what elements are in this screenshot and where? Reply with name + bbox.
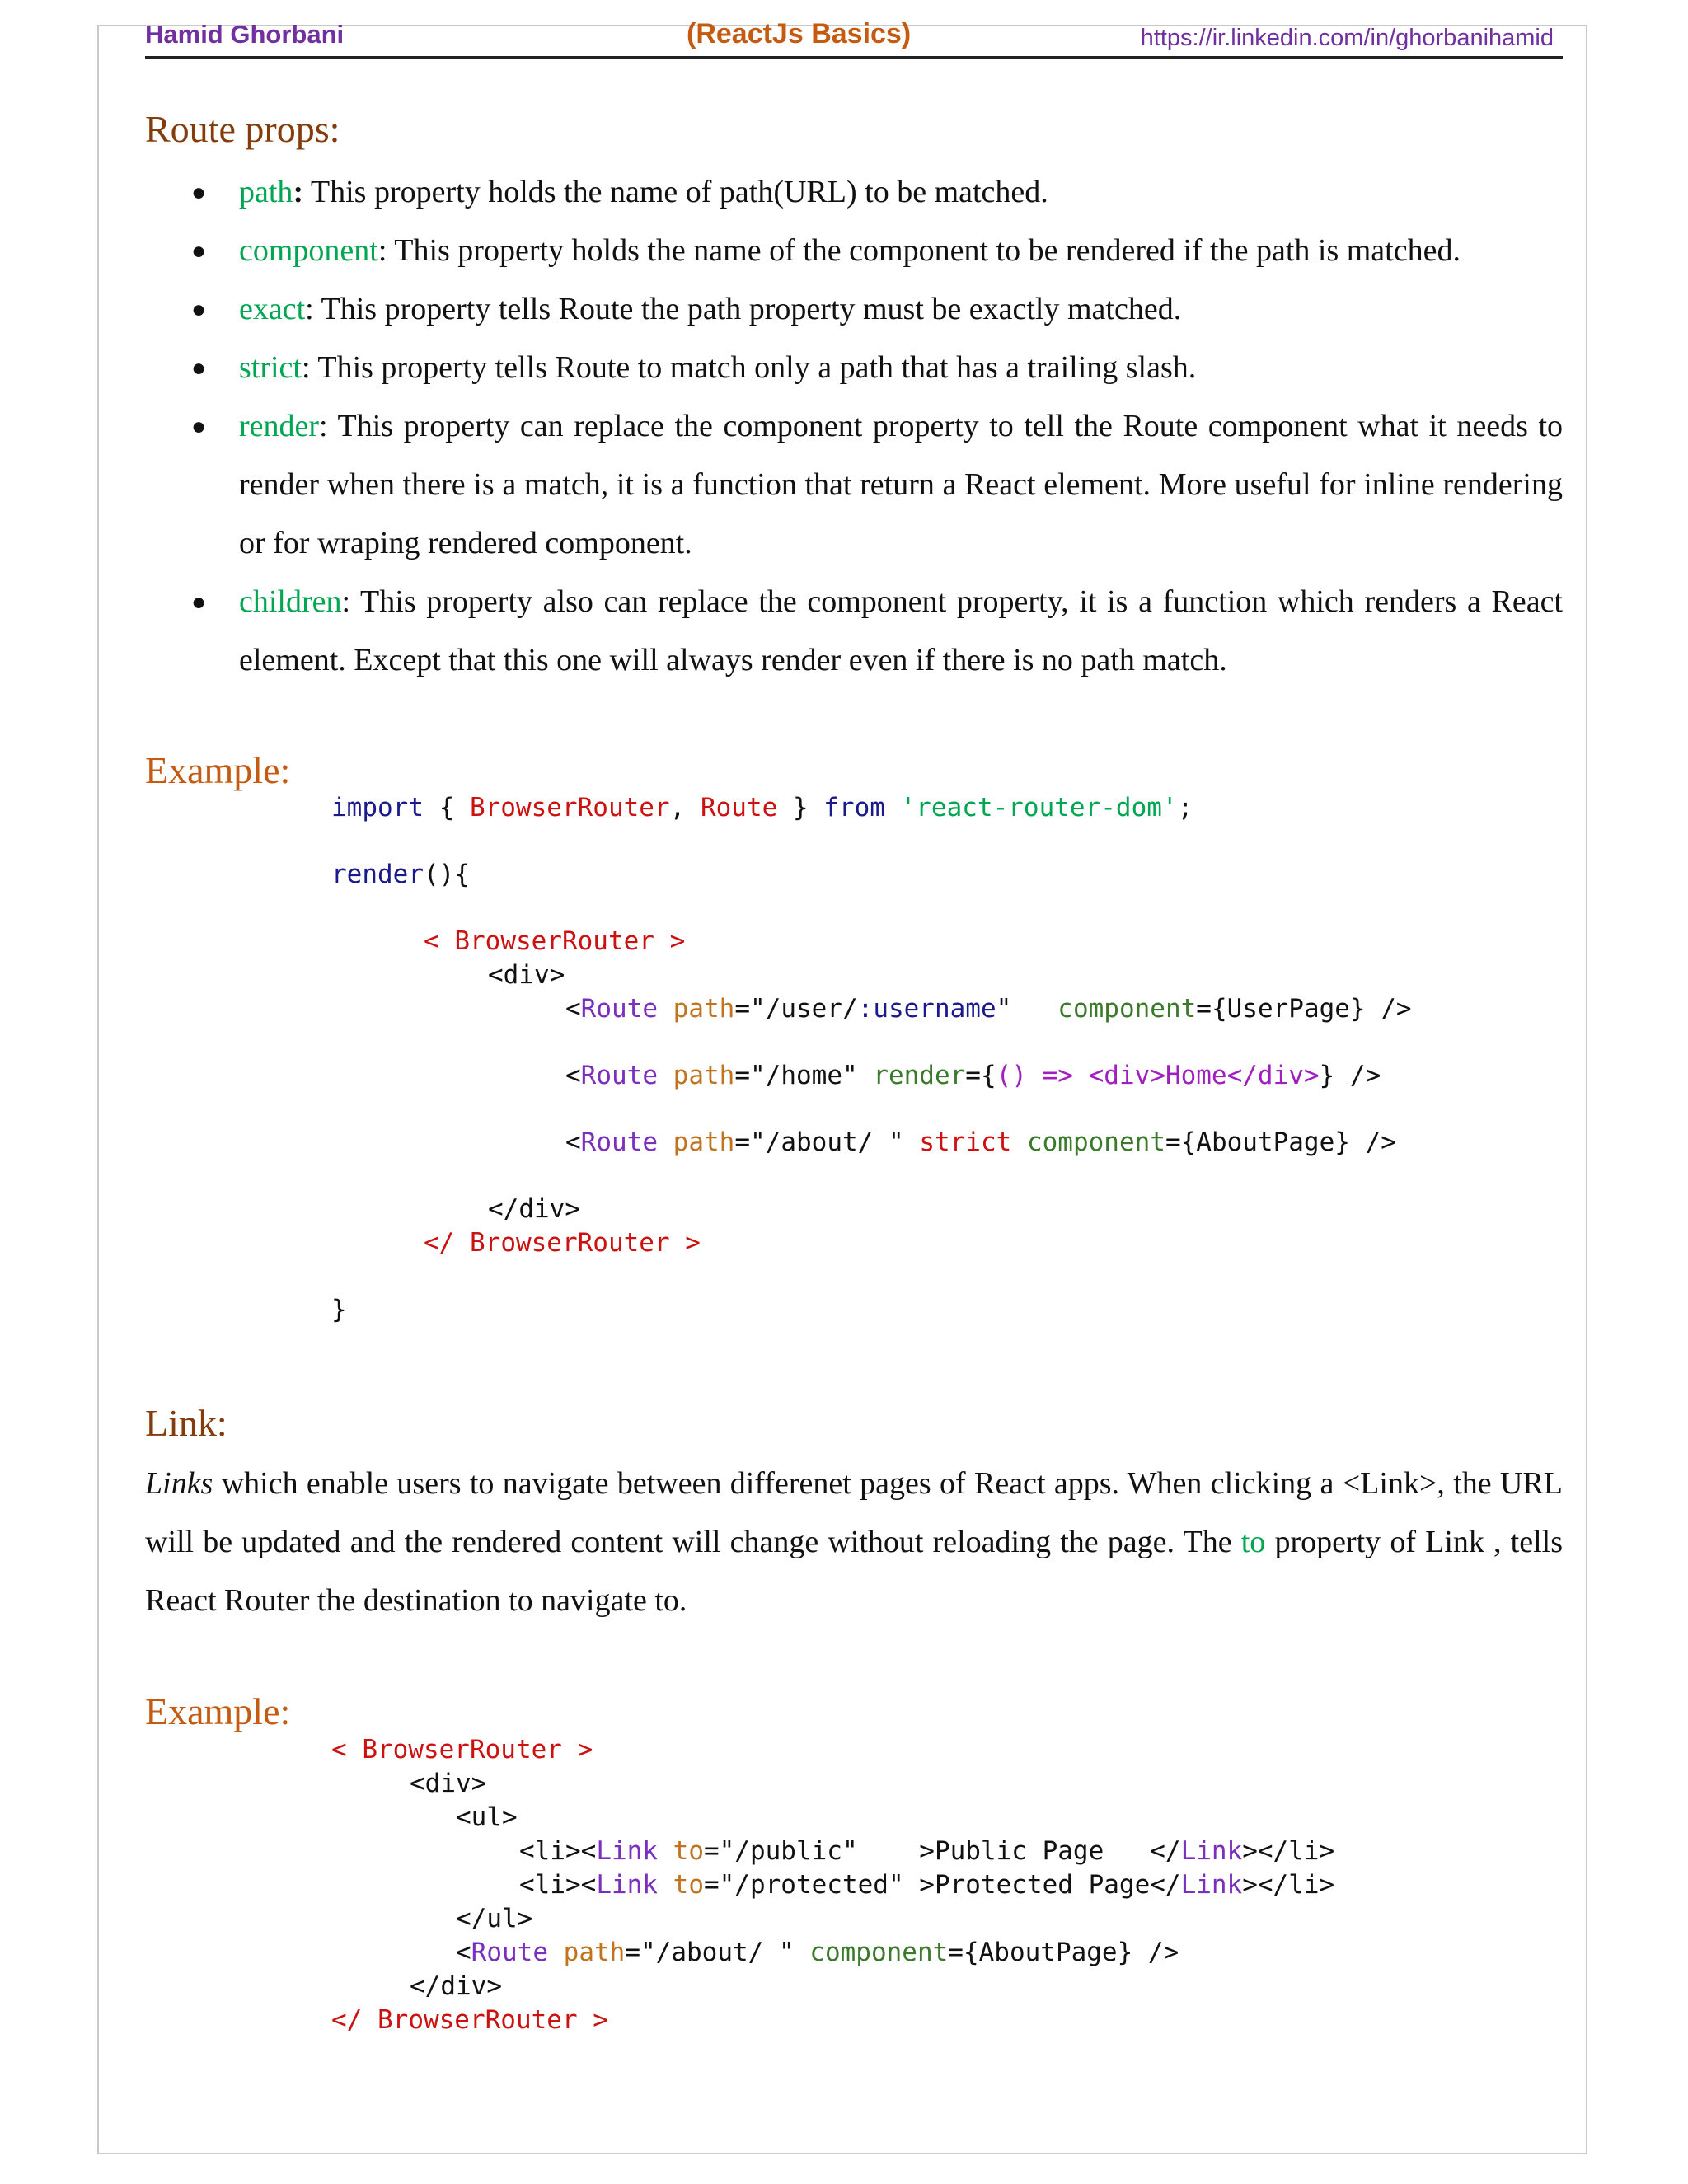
code-value: :username: [857, 994, 996, 1024]
header-rule: [145, 56, 1563, 59]
code-value: ={AboutPage} />: [1165, 1127, 1396, 1157]
code-attr: path: [673, 1127, 735, 1157]
prop-sep: :: [319, 409, 328, 443]
list-item: [145, 163, 1563, 222]
code-line-div-close: </div>: [488, 1194, 580, 1224]
code-line-div-close: </div>: [410, 1971, 502, 2001]
code-punct: <: [565, 994, 581, 1024]
route-props-list: [145, 163, 1563, 690]
code-arrow: () =>: [996, 1061, 1073, 1090]
code-value: ={UserPage} />: [1196, 994, 1412, 1024]
prop-sep: :: [293, 175, 304, 209]
code-attr: path: [673, 1061, 735, 1090]
list-item: [145, 573, 1563, 690]
prop-sep: :: [301, 350, 311, 385]
bullet-icon: ●: [191, 296, 207, 323]
example1-heading: Example:: [145, 749, 291, 791]
code-punct: {: [423, 793, 470, 823]
code-line-route: [456, 1938, 1179, 1967]
prop-term: exact: [239, 292, 306, 326]
code-punct: =: [734, 1061, 750, 1090]
code-line-route3: [565, 1127, 1396, 1157]
code-line-div-open: <div>: [410, 1769, 487, 1798]
prop-desc: This property holds the name of the component to be rendered if the path is matched.: [387, 233, 1461, 268]
code-space: [1073, 1061, 1089, 1090]
code-tag: Link: [1180, 1870, 1243, 1900]
code-line-route2: [565, 1061, 1381, 1090]
code-line-br-close: </ BrowserRouter >: [331, 2005, 608, 2035]
code-jsx: <div>Home</div>: [1088, 1061, 1320, 1090]
code-line-ul-close: </ul>: [456, 1904, 533, 1933]
header-title: (ReactJs Basics): [687, 18, 912, 49]
link-paragraph: [145, 1455, 1563, 1630]
code-punct: <: [456, 1938, 471, 1967]
list-item: [145, 339, 1563, 397]
code-punct: ,: [669, 793, 701, 823]
code-tag: Route: [471, 1938, 548, 1967]
example2-heading: Example:: [145, 1690, 291, 1732]
code-keyword: import: [331, 793, 424, 823]
link-heading: Link:: [145, 1402, 227, 1444]
code-space: [1011, 1127, 1027, 1157]
bullet-icon: ●: [191, 237, 207, 265]
code-line-import: [331, 793, 1193, 823]
bullet-icon: ●: [191, 413, 207, 440]
code-line-ul-open: <ul>: [456, 1802, 518, 1832]
prop-term: path: [239, 175, 293, 209]
header-link[interactable]: https://ir.linkedin.com/in/ghorbanihamid: [1140, 25, 1554, 51]
code-line-route1: [565, 994, 1412, 1024]
code-line-br-close: </ BrowserRouter >: [424, 1228, 701, 1258]
code-punct: ></li>: [1242, 1836, 1335, 1866]
code-attr: component: [1026, 1127, 1165, 1157]
code-value: "/about/ ": [640, 1938, 810, 1967]
prop-sep: :: [341, 584, 351, 619]
code-attr: render: [873, 1061, 966, 1090]
code-value: "/user/: [750, 994, 858, 1024]
code-attr: to: [673, 1836, 704, 1866]
code-tag: Route: [580, 1127, 658, 1157]
code-punct: =: [734, 994, 750, 1024]
code-ident: Route: [700, 793, 778, 823]
paragraph-text: which enable users to navigate between differenet pages of React apps. When clicking a <Link>, the URL will be updated and the rendered content will change without reloading the page. The: [145, 1466, 1563, 1559]
code-punct: }: [777, 793, 824, 823]
code-punct: <: [565, 1127, 581, 1157]
bullet-icon: ●: [191, 354, 207, 382]
list-item: [145, 397, 1563, 573]
code-function: render: [331, 860, 424, 889]
code-string: 'react-router-dom': [900, 793, 1178, 823]
code-line-render: [331, 860, 470, 889]
code-value: ="/public" >Public Page </: [703, 1836, 1181, 1866]
code-line-li2: [519, 1870, 1334, 1900]
code-punct: ></li>: [1242, 1870, 1335, 1900]
bullet-icon: ●: [191, 588, 207, 616]
code-line-br-open: < BrowserRouter >: [331, 1735, 593, 1765]
code-punct: ={: [965, 1061, 996, 1090]
code-punct: ;: [1177, 793, 1193, 823]
code-attr: component: [809, 1938, 949, 1967]
code-line-brace-close: }: [331, 1295, 347, 1324]
code-value: "/home": [750, 1061, 874, 1090]
code-keyword: from: [823, 793, 885, 823]
code-value: "/about/ ": [750, 1127, 920, 1157]
prop-sep: :: [305, 292, 314, 326]
code-punct: <li><: [519, 1870, 597, 1900]
code-value: ": [996, 994, 1043, 1024]
route-props-heading: Route props:: [145, 108, 340, 150]
prop-term: render: [239, 409, 320, 443]
code-attr: component: [1057, 994, 1197, 1024]
prop-sep: :: [377, 233, 387, 268]
code-punct: <li><: [519, 1836, 597, 1866]
code-attr: path: [563, 1938, 626, 1967]
paragraph-text: property of Link , tells React Router the destination to navigate to.: [145, 1525, 1564, 1618]
code-tag: Route: [580, 994, 658, 1024]
code-tag: Link: [1180, 1836, 1243, 1866]
code-tag: Link: [596, 1870, 658, 1900]
code-punct: (){: [423, 860, 470, 889]
code-attr: path: [673, 994, 735, 1024]
prop-term: children: [239, 584, 342, 619]
code-value: ={AboutPage} />: [948, 1938, 1179, 1967]
code-line-div-open: <div>: [488, 960, 565, 990]
prop-term: component: [239, 233, 378, 268]
prop-desc: This property holds the name of path(URL) to be matched.: [303, 175, 1048, 209]
prop-desc: This property also can replace the component property, it is a function which renders a React element. Except that this one will always render even if there is no path match.: [239, 584, 1563, 677]
code-punct: } />: [1319, 1061, 1381, 1090]
links-italic: Links: [145, 1466, 213, 1501]
list-item: [145, 222, 1563, 280]
code-tag: Route: [580, 1061, 658, 1090]
code-punct: <: [565, 1061, 581, 1090]
header-author: Hamid Ghorbani: [145, 20, 345, 49]
code-punct: =: [734, 1127, 750, 1157]
code-line-li1: [519, 1836, 1334, 1866]
list-item: [145, 280, 1563, 339]
code-line-br-open: < BrowserRouter >: [424, 926, 686, 956]
code-attr: to: [673, 1870, 704, 1900]
code-attr: strict: [919, 1127, 1012, 1157]
prop-desc: This property tells Route to match only a path that has a trailing slash.: [310, 350, 1197, 385]
code-value: ="/protected" >Protected Page</: [703, 1870, 1181, 1900]
prop-desc: This property tells Route the path property must be exactly matched.: [313, 292, 1182, 326]
bullet-icon: ●: [191, 179, 207, 206]
code-tag: Link: [596, 1836, 658, 1866]
to-term: to: [1240, 1525, 1266, 1559]
prop-term: strict: [239, 350, 302, 385]
code-punct: =: [625, 1938, 640, 1967]
code-ident: BrowserRouter: [469, 793, 670, 823]
prop-desc: This property can replace the component property to tell the Route component what it needs to render when there is a match, it is a function that return a React element. More useful for inline rendering or for wraping rendered component.: [239, 409, 1563, 560]
